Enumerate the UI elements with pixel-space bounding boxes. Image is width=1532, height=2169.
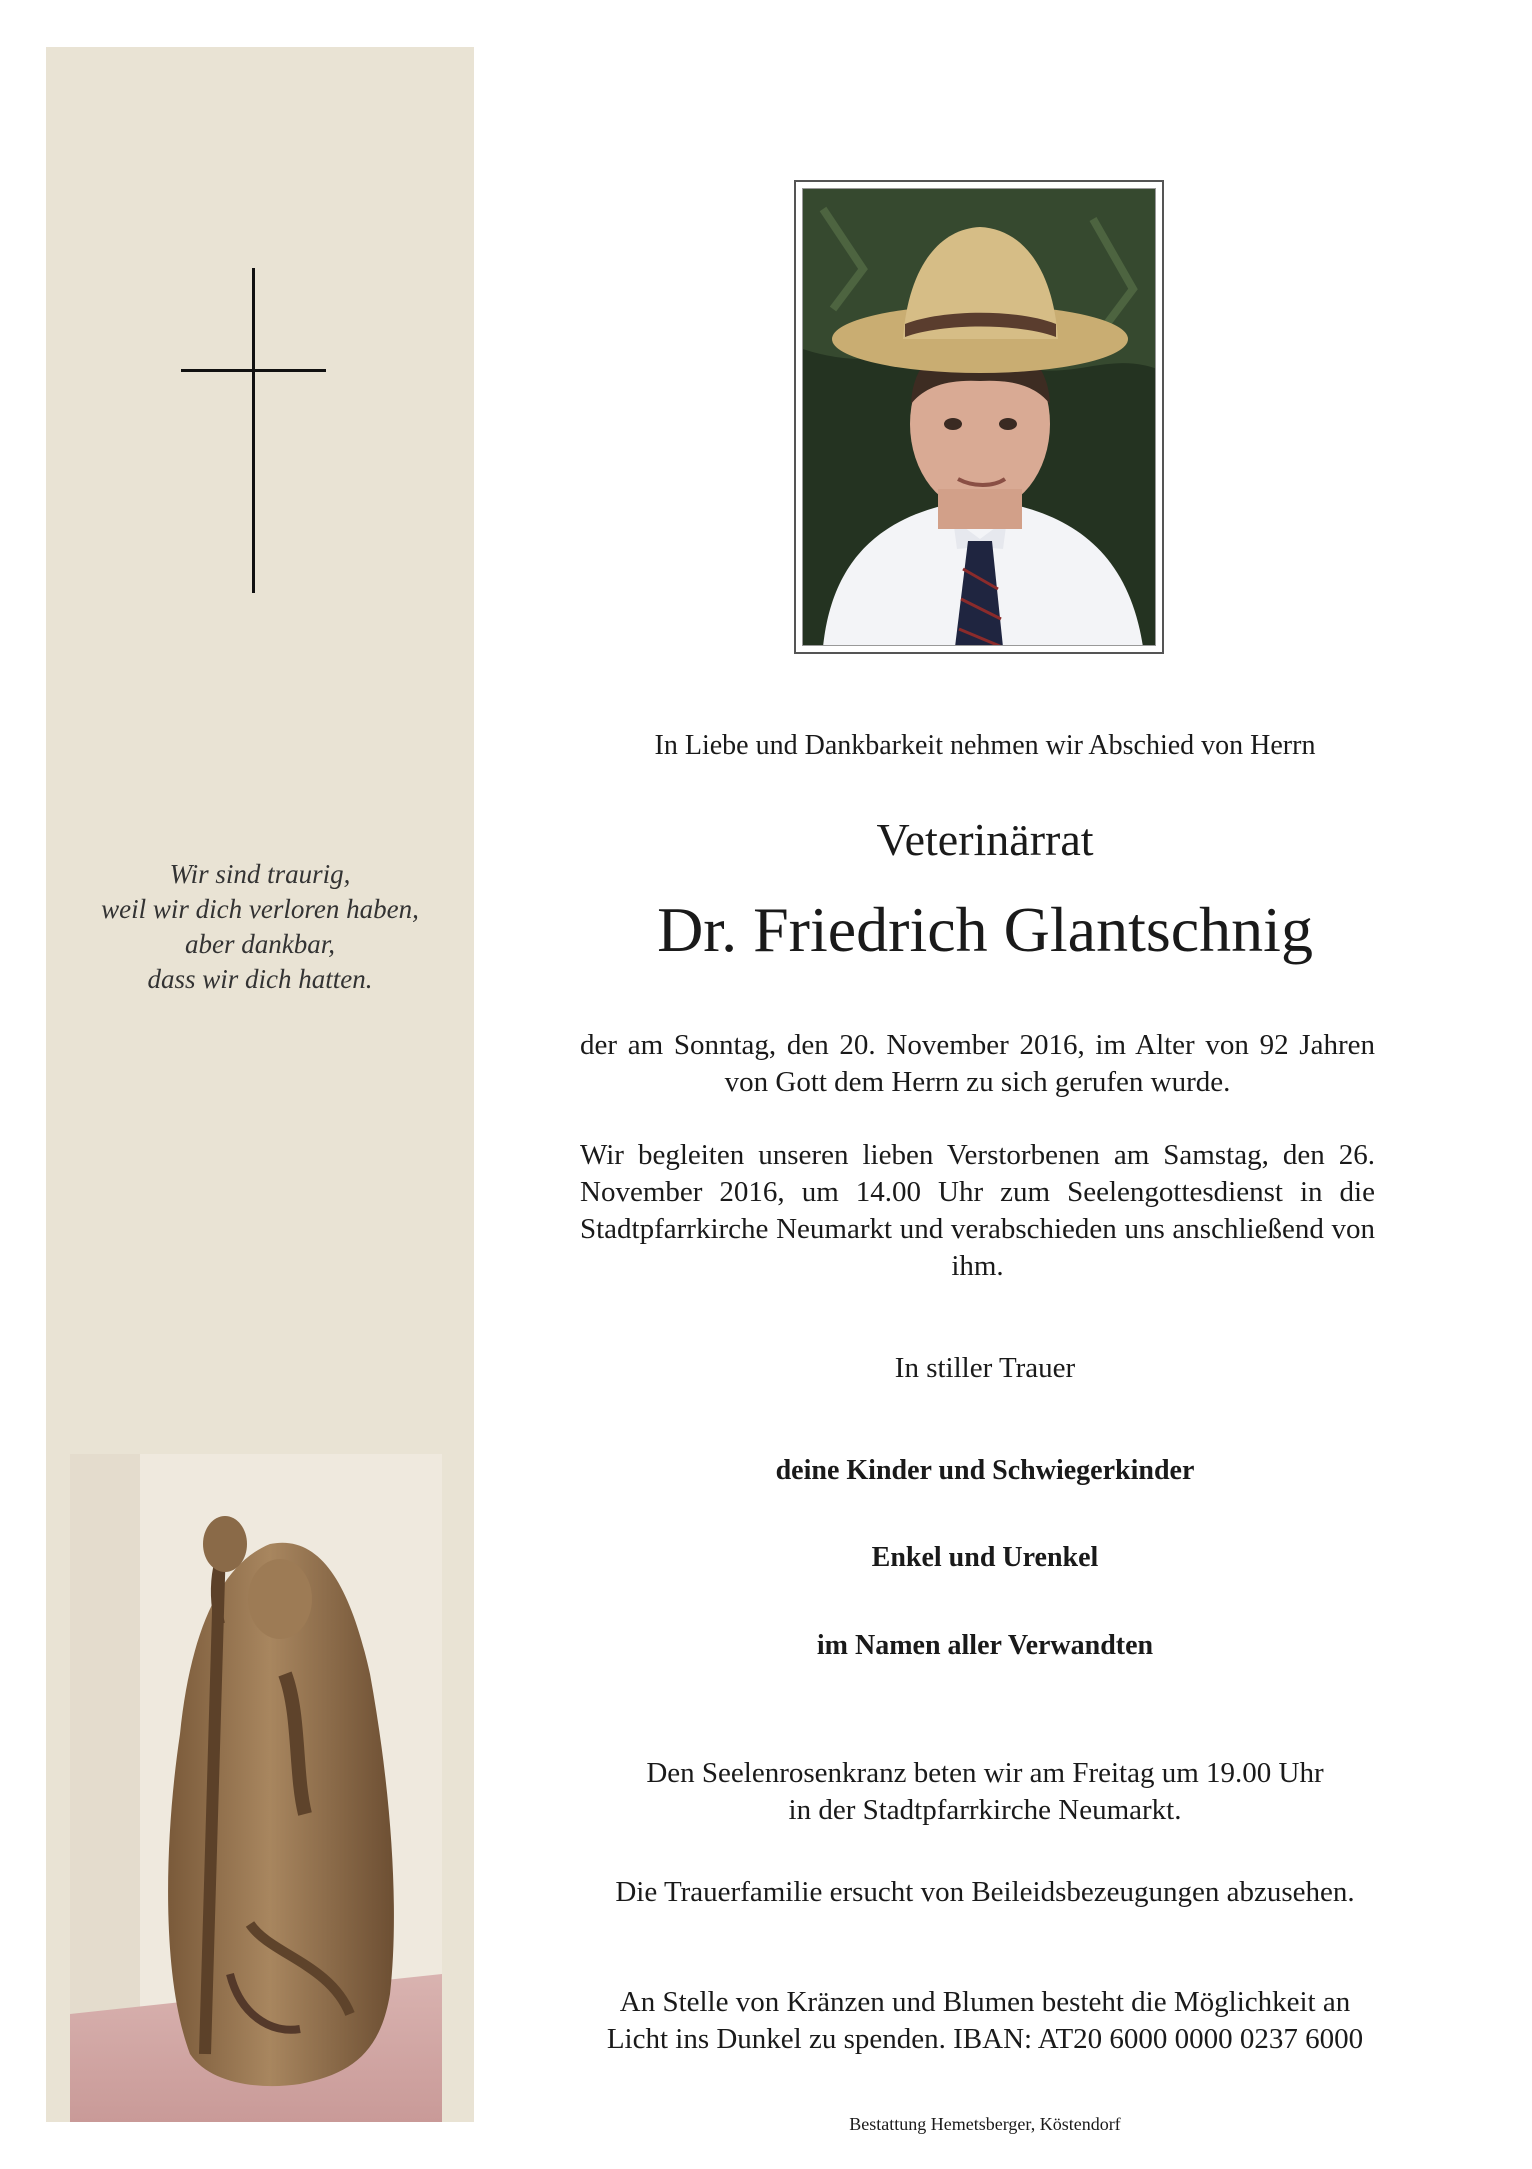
condolence-notice: Die Trauerfamilie ersucht von Beileidsbezeugungen abzusehen. bbox=[615, 1876, 1355, 1908]
deceased-name: Dr. Friedrich Glantschnig bbox=[657, 894, 1313, 965]
cross-icon-bar bbox=[181, 369, 326, 372]
family-line: deine Kinder und Schwiegerkinder bbox=[775, 1455, 1195, 1486]
family-line: Enkel und Urenkel bbox=[871, 1542, 1099, 1573]
rosary-line: Den Seelenrosenkranz beten wir am Freitag um 19.00 Uhr bbox=[646, 1757, 1324, 1789]
mourning-line: In stiller Trauer bbox=[894, 1352, 1076, 1384]
sidebar-quote bbox=[46, 857, 474, 997]
cross-icon bbox=[252, 268, 255, 593]
wood-statue-illustration bbox=[70, 1454, 442, 2122]
portrait-illustration bbox=[803, 189, 1156, 646]
portrait-photo-frame bbox=[794, 180, 1164, 654]
sidebar-panel bbox=[46, 47, 474, 2122]
deceased-title: Veterinärrat bbox=[876, 814, 1094, 865]
statue-image bbox=[70, 1454, 442, 2122]
portrait-photo bbox=[802, 188, 1156, 646]
donation-line: An Stelle von Kränzen und Blumen besteht die Möglichkeit an bbox=[619, 1986, 1351, 2018]
quote-line: aber dankbar, bbox=[185, 929, 335, 959]
donation-notice bbox=[560, 1984, 1410, 2058]
death-announcement: der am Sonntag, den 20. November 2016, im Alter von 92 Jahren von Gott dem Herrn zu sich gerufen wurde. bbox=[580, 1029, 1375, 1098]
quote-line: weil wir dich verloren haben, bbox=[101, 894, 419, 924]
quote-line: Wir sind traurig, bbox=[169, 859, 351, 889]
donation-line: Licht ins Dunkel zu spenden. IBAN: AT20 6000 0000 0237 6000 bbox=[606, 2023, 1364, 2055]
family-line: im Namen aller Verwandten bbox=[816, 1630, 1154, 1661]
funeral-home-footer: Bestattung Hemetsberger, Köstendorf bbox=[849, 2114, 1121, 2134]
intro-text: In Liebe und Dankbarkeit nehmen wir Abschied von Herrn bbox=[654, 730, 1316, 761]
funeral-details: Wir begleiten unseren lieben Verstorbenen am Samstag, den 26. November 2016, um 14.00 Uhr zum Seelengottesdienst in die Stadtpfarrkirche Neumarkt und verabschieden uns anschließend von ihm. bbox=[580, 1139, 1375, 1282]
rosary-notice bbox=[560, 1755, 1410, 1829]
rosary-line: in der Stadtpfarrkirche Neumarkt. bbox=[788, 1794, 1182, 1826]
quote-line: dass wir dich hatten. bbox=[147, 964, 373, 994]
